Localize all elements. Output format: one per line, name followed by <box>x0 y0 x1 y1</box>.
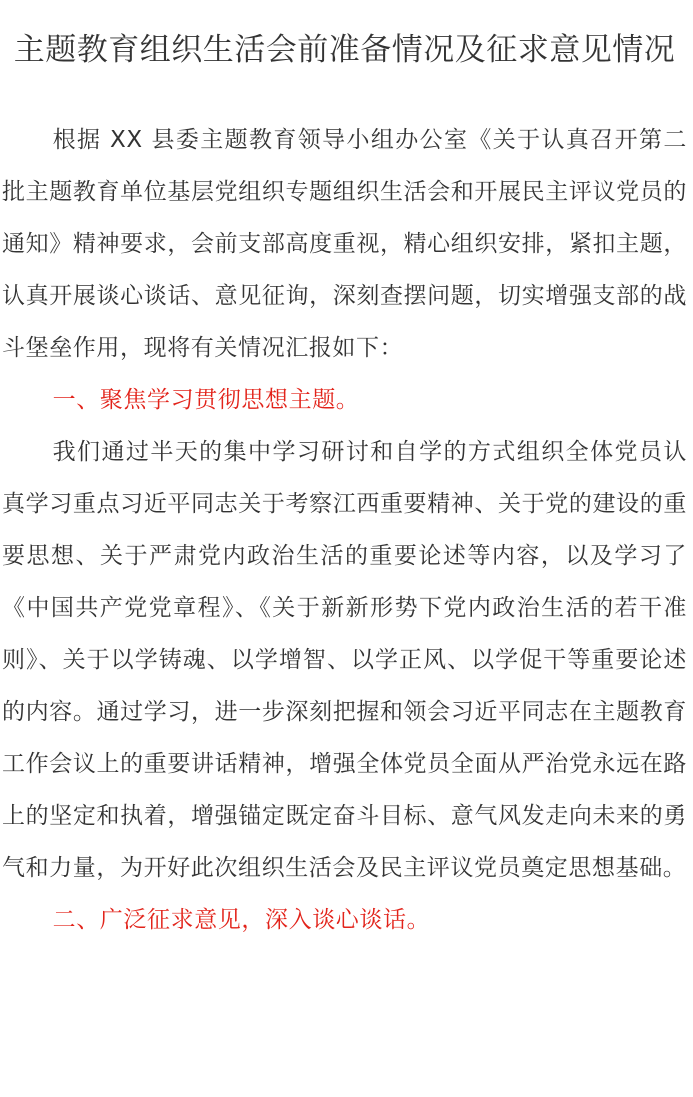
section-2-heading: 二、广泛征求意见，深入谈心谈话。 <box>52 907 431 933</box>
document-title: 主题教育组织生活会前准备情况及征求意见情况 <box>13 32 676 68</box>
section-1-heading: 一、聚焦学习贯彻思想主题。 <box>52 387 360 413</box>
intro-paragraph: 根据 XX 县委主题教育领导小组办公室《关于认真召开第二批主题教育单位基层党组织专题组织生活会和开展民主评议党员的通知》精神要求，会前支部高度重视，精心组织安排，紧扣主题，认真开展谈心谈话、意见征询，深刻查摆问题，切实增强支部的战斗堡垒作用，现将有关情况汇报如下： <box>2 127 687 361</box>
section-1-body: 我们通过半天的集中学习研讨和自学的方式组织全体党员认真学习重点习近平同志关于考察江西重要精神、关于党的建设的重要思想、关于严肃党内政治生活的重要论述等内容，以及学习了《中国共产党党章程》、《关于新新形势下党内政治生活的若干准则》、关于以学铸魂、以学增智、以学正风、以学促干等重要论述的内容。通过学习，进一步深刻把握和领会习近平同志在主题教育工作会议上的重要讲话精神，增强全体党员全面从严治党永远在路上的坚定和执着，增强锚定既定奋斗目标、意气风发走向未来的勇气和力量，为开好此次组织生活会及民主评议党员奠定思想基础。 <box>2 439 687 881</box>
